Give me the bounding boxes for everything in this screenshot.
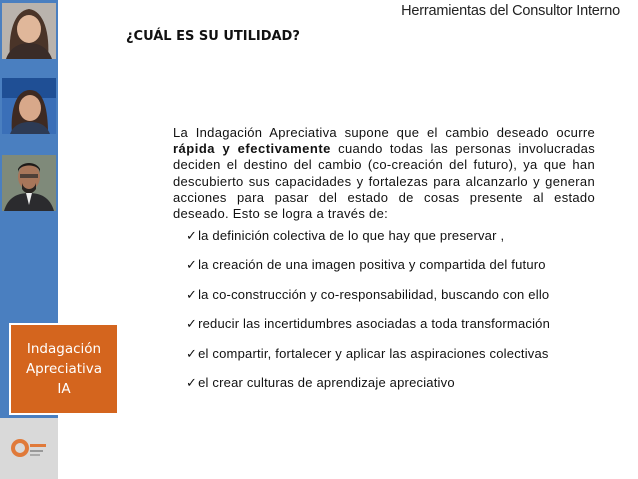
topic-label-box (9, 323, 119, 415)
list-item-text: el crear culturas de aprendizaje apreciativo (198, 374, 455, 390)
check-icon: ✓ (186, 228, 198, 243)
topic-label-line-1: Indagación (26, 341, 102, 357)
intro-text-end: cuando todas las personas involucradas deciden el destino del cambio (co-creación del futuro), ya que han descubierto sus capacidades y fortalezas para alcanzarlo y generan acciones para pasar del estado de cosas presente al estado deseado. Esto se logra a través de: (173, 141, 595, 222)
organization-logo-icon (8, 432, 48, 466)
intro-text-start: La Indagación Apreciativa supone que el cambio deseado ocurre (173, 125, 595, 140)
topic-label-line-2: Apreciativa (25, 361, 103, 377)
list-item-text: la creación de una imagen positiva y compartida del futuro (198, 257, 546, 273)
profile-photo-woman-blue (2, 78, 56, 134)
list-item-text: la definición colectiva de lo que hay que preservar , (198, 228, 505, 243)
check-icon: ✓ (186, 345, 198, 361)
intro-paragraph (173, 125, 595, 222)
list-item-text: el compartir, fortalecer y aplicar las aspiraciones colectivas (198, 345, 549, 361)
list-item (186, 287, 550, 316)
intro-emphasis: rápida y efectivamente (173, 141, 331, 157)
header-title: Herramientas del Consultor Interno (401, 3, 620, 19)
profile-photo-woman (2, 3, 56, 59)
list-item-text: la co-construcción y co-responsabilidad, buscando con ello (198, 286, 550, 302)
list-item (186, 316, 550, 345)
check-icon: ✓ (186, 316, 198, 332)
topic-label-line-3: IA (57, 381, 71, 397)
benefits-list (186, 228, 550, 404)
list-item (186, 346, 550, 375)
list-item (186, 228, 550, 257)
sidebar-footer (0, 418, 58, 479)
list-item (186, 375, 550, 404)
check-icon: ✓ (186, 286, 198, 302)
check-icon: ✓ (186, 257, 198, 273)
check-icon: ✓ (186, 374, 198, 390)
profile-photo-man (2, 155, 56, 211)
list-item-text: reducir las incertidumbres asociadas a toda transformación (198, 316, 551, 332)
section-heading: ¿CUÁL ES SU UTILIDAD? (126, 29, 300, 44)
list-item (186, 257, 550, 286)
